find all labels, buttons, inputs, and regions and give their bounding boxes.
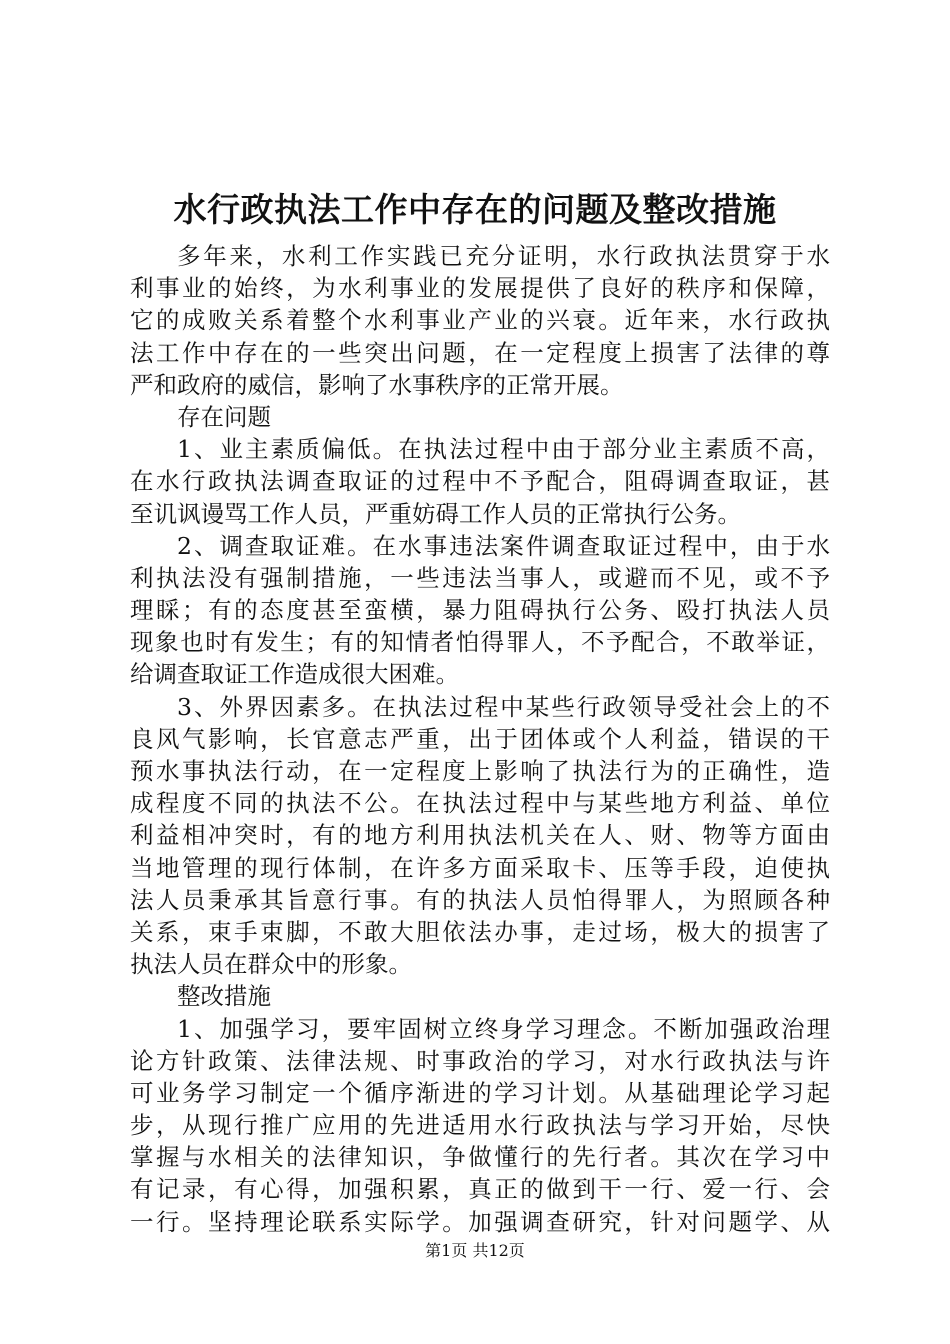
text-line: 给调查取证工作造成很大困难。 (130, 660, 459, 689)
text-line: 严和政府的威信，影响了水事秩序的正常开展。 (130, 370, 624, 399)
text-line: 利执法没有强制措施，一些违法当事人，或避而不见，或不予 (130, 563, 830, 592)
text-line: 现象也时有发生；有的知情者怕得罪人，不予配合，不敢举证， (130, 628, 830, 657)
text-line: 利事业的始终，为水利事业的发展提供了良好的秩序和保障， (130, 274, 830, 303)
text-line: 法人员秉承其旨意行事。有的执法人员怕得罪人，为照顾各种 (130, 885, 830, 914)
text-line: 至讥讽谩骂工作人员，严重妨碍工作人员的正常执行公务。 (130, 499, 741, 528)
page-footer: 第1页 共12页 (425, 1241, 525, 1260)
text-line: 掌握与水相关的法律知识，争做懂行的先行者。其次在学习中 (130, 1143, 830, 1172)
text-line: 关系，束手束脚，不敢大胆依法办事，走过场，极大的损害了 (130, 917, 830, 946)
text-line: 论方针政策、法律法规、时事政治的学习，对水行政执法与许 (130, 1046, 830, 1075)
text-line: 利益相冲突时，有的地方利用执法机关在人、财、物等方面由 (130, 821, 830, 850)
text-line: 多年来，水利工作实践已充分证明，水行政执法贯穿于水 (177, 242, 830, 270)
text-line: 可业务学习制定一个循序渐进的学习计划。从基础理论学习起 (130, 1078, 830, 1107)
document-body (130, 240, 830, 1238)
text-line: 执法人员在群众中的形象。 (130, 950, 412, 979)
text-line: 当地管理的现行体制，在许多方面采取卡、压等手段，迫使执 (130, 853, 830, 882)
text-line: 预水事执法行动，在一定程度上影响了执法行为的正确性，造 (130, 757, 830, 785)
text-line: 1、加强学习，要牢固树立终身学习理念。不断加强政治理 (177, 1014, 830, 1043)
document-title: 水行政执法工作中存在的问题及整改措施 (173, 190, 777, 229)
text-line: 2、调查取证难。在水事违法案件调查取证过程中，由于水 (177, 531, 830, 560)
text-line: 它的成败关系着整个水利事业产业的兴衰。近年来，水行政执 (130, 306, 830, 335)
text-line: 整改措施 (177, 982, 271, 1011)
text-line: 步，从现行推广应用的先进适用水行政执法与学习开始，尽快 (130, 1111, 830, 1140)
text-line: 3、外界因素多。在执法过程中某些行政领导受社会上的不 (177, 692, 830, 721)
text-line: 理睬；有的态度甚至蛮横，暴力阻碍执行公务、殴打执法人员 (130, 596, 830, 625)
text-line: 一行。坚持理论联系实际学。加强调查研究，针对问题学、从 (130, 1207, 830, 1236)
text-line: 有记录，有心得，加强积累，真正的做到干一行、爱一行、会 (130, 1175, 830, 1204)
text-line: 成程度不同的执法不公。在执法过程中与某些地方利益、单位 (130, 789, 830, 818)
text-line: 存在问题 (177, 402, 271, 431)
text-line: 法工作中存在的一些突出问题，在一定程度上损害了法律的尊 (130, 338, 830, 367)
text-line: 在水行政执法调查取证的过程中不予配合，阻碍调查取证，甚 (130, 467, 830, 496)
text-line: 良风气影响，长官意志严重，出于团体或个人利益，错误的干 (130, 724, 830, 753)
text-line: 1、业主素质偏低。在执法过程中由于部分业主素质不高， (177, 435, 830, 464)
